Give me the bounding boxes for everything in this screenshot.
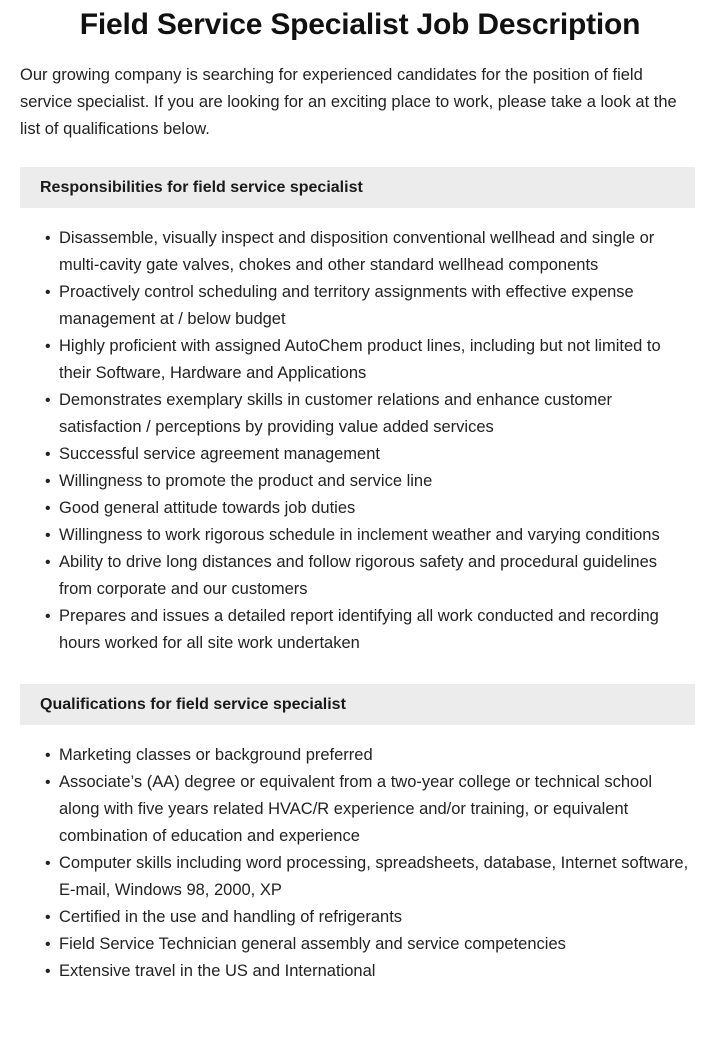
list-item: • Computer skills including word processing, spreadsheets, database, Internet software, E-mail, Windows 98, 2000, XP [59,850,690,904]
responsibilities-list [0,208,720,657]
list-item: • Good general attitude towards job duties [59,495,690,522]
page-title: Field Service Specialist Job Description [79,8,641,41]
list-item: • Proactively control scheduling and territory assignments with effective expense management at / below budget [59,279,690,333]
list-item: • Disassemble, visually inspect and disposition conventional wellhead and single or multi-cavity gate valves, chokes and other standard wellhead components [59,225,690,279]
list-item: • Prepares and issues a detailed report identifying all work conducted and recording hours worked for all site work undertaken [59,603,690,657]
section-header-responsibilities: Responsibilities for field service specialist [20,167,695,208]
list-item: • Successful service agreement management [59,441,690,468]
qualifications-list [0,725,720,985]
list-item: • Field Service Technician general assembly and service competencies [59,931,690,958]
section-header-qualifications: Qualifications for field service specialist [20,684,695,725]
list-item: • Certified in the use and handling of refrigerants [59,904,690,931]
list-item: • Willingness to work rigorous schedule in inclement weather and varying conditions [59,522,690,549]
list-item: • Demonstrates exemplary skills in customer relations and enhance customer satisfaction / perceptions by providing value added services [59,387,690,441]
list-item: • Extensive travel in the US and International [59,958,690,985]
section-qualifications [0,684,720,985]
list-item: • Willingness to promote the product and service line [59,468,690,495]
intro-paragraph: Our growing company is searching for experienced candidates for the position of field service specialist. If you are looking for an exciting place to work, please take a look at the list of qualifications below. [20,66,677,138]
list-item: • Highly proficient with assigned AutoChem product lines, including but not limited to their Software, Hardware and Applications [59,333,690,387]
section-responsibilities [0,167,720,657]
list-item: • Marketing classes or background preferred [59,742,690,769]
list-item: • Ability to drive long distances and follow rigorous safety and procedural guidelines from corporate and our customers [59,549,690,603]
list-item: • Associate’s (AA) degree or equivalent from a two-year college or technical school along with five years related HVAC/R experience and/or training, or equivalent combination of education and experience [59,769,690,850]
